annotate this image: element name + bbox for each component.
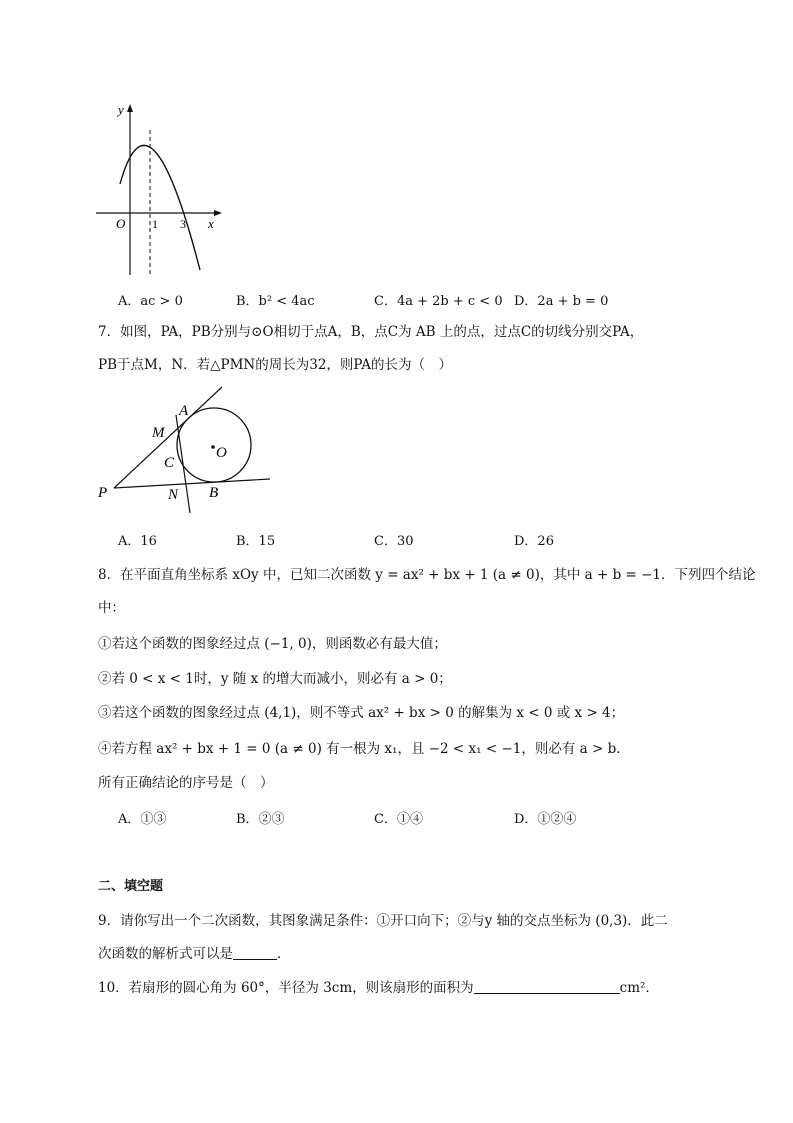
center-point [211, 445, 215, 449]
tick-3-label: 3 [180, 217, 186, 231]
label-c: C [164, 455, 175, 471]
q8-statement-1: ①若这个函数的图象经过点 (−1, 0)，则函数必有最大值； [98, 636, 447, 652]
q7-option-a[interactable]: A．16 [118, 534, 157, 549]
q8-question: 所有正确结论的序号是（ ） [98, 775, 274, 791]
x-axis-label: x [208, 216, 214, 231]
q7-stem-line2: PB于点M，N．若△PMN的周长为32，则PA的长为（ ） [98, 357, 453, 373]
q8-statement-4: ④若方程 ax² + bx + 1 = 0 (a ≠ 0) 有一根为 x₁，且 −2 < x₁ < −1，则必有 a > b． [98, 741, 630, 757]
q7-stem-line1: 7．如图，PA，PB分别与⊙O相切于点A，B，点C为 AB 上的点，过点C的切线分别交PA， [98, 324, 644, 340]
line-mn [176, 415, 190, 513]
q6-parabola-graph [90, 100, 230, 280]
tick-1-label: 1 [152, 217, 158, 231]
q7-option-b[interactable]: B．15 [236, 534, 276, 549]
q10-suffix: cm²． [619, 980, 659, 996]
q6-option-d[interactable]: D．2a + b = 0 [514, 294, 609, 309]
q8-option-c[interactable]: C．①④ [374, 812, 423, 827]
q6-option-a[interactable]: A．ac > 0 [118, 294, 183, 309]
label-b: B [209, 485, 219, 501]
q7-option-d[interactable]: D．26 [514, 534, 554, 549]
q10-answer-blank[interactable] [474, 979, 620, 994]
origin-label: O [116, 216, 126, 231]
q8-stem-line2: 中： [98, 600, 125, 616]
label-o: O [216, 445, 227, 461]
y-axis-label: y [118, 102, 124, 117]
label-p: P [98, 485, 108, 501]
line-pa [114, 387, 222, 488]
q9-line2-prefix: 次函数的解析式可以是 [98, 946, 233, 962]
line-pb [114, 479, 270, 488]
label-a: A [179, 403, 189, 419]
q6-option-b[interactable]: B．b² < 4ac [236, 294, 315, 309]
q8-option-b[interactable]: B．②③ [236, 812, 285, 827]
q9-answer-blank[interactable] [233, 945, 277, 960]
q10-stem [98, 978, 659, 998]
q9-line2-suffix: ． [277, 946, 291, 962]
q8-option-d[interactable]: D．①②④ [514, 812, 577, 827]
label-n: N [168, 487, 179, 503]
y-axis-arrow-icon [127, 104, 133, 112]
x-axis-arrow-icon [214, 210, 222, 216]
q8-statement-2: ②若 0 < x < 1时，y 随 x 的增大而减小，则必有 a > 0； [98, 671, 452, 687]
q8-option-a[interactable]: A．①③ [118, 812, 167, 827]
label-m: M [152, 425, 165, 441]
parabola-curve [120, 145, 200, 270]
q9-stem-line2 [98, 944, 291, 964]
q8-stem-line1: 8．在平面直角坐标系 xOy 中，已知二次函数 y = ax² + bx + 1 (a ≠ 0)，其中 a + b = −1．下列四个结论 [98, 567, 756, 583]
q7-option-c[interactable]: C．30 [374, 534, 414, 549]
q8-statement-3: ③若这个函数的图象经过点 (4,1)，则不等式 ax² + bx > 0 的解集为 x < 0 或 x > 4； [98, 705, 625, 721]
section-heading: 二、填空题 [98, 879, 164, 894]
q7-tangent-figure [92, 385, 282, 517]
q6-option-c[interactable]: C．4a + 2b + c < 0 [374, 294, 503, 309]
q10-prefix: 10．若扇形的圆心角为 60°，半径为 3cm，则该扇形的面积为 [98, 980, 474, 996]
q9-stem-line1: 9．请你写出一个二次函数，其图象满足条件：①开口向下；②与y 轴的交点坐标为 (0,3)．此二 [98, 913, 668, 929]
